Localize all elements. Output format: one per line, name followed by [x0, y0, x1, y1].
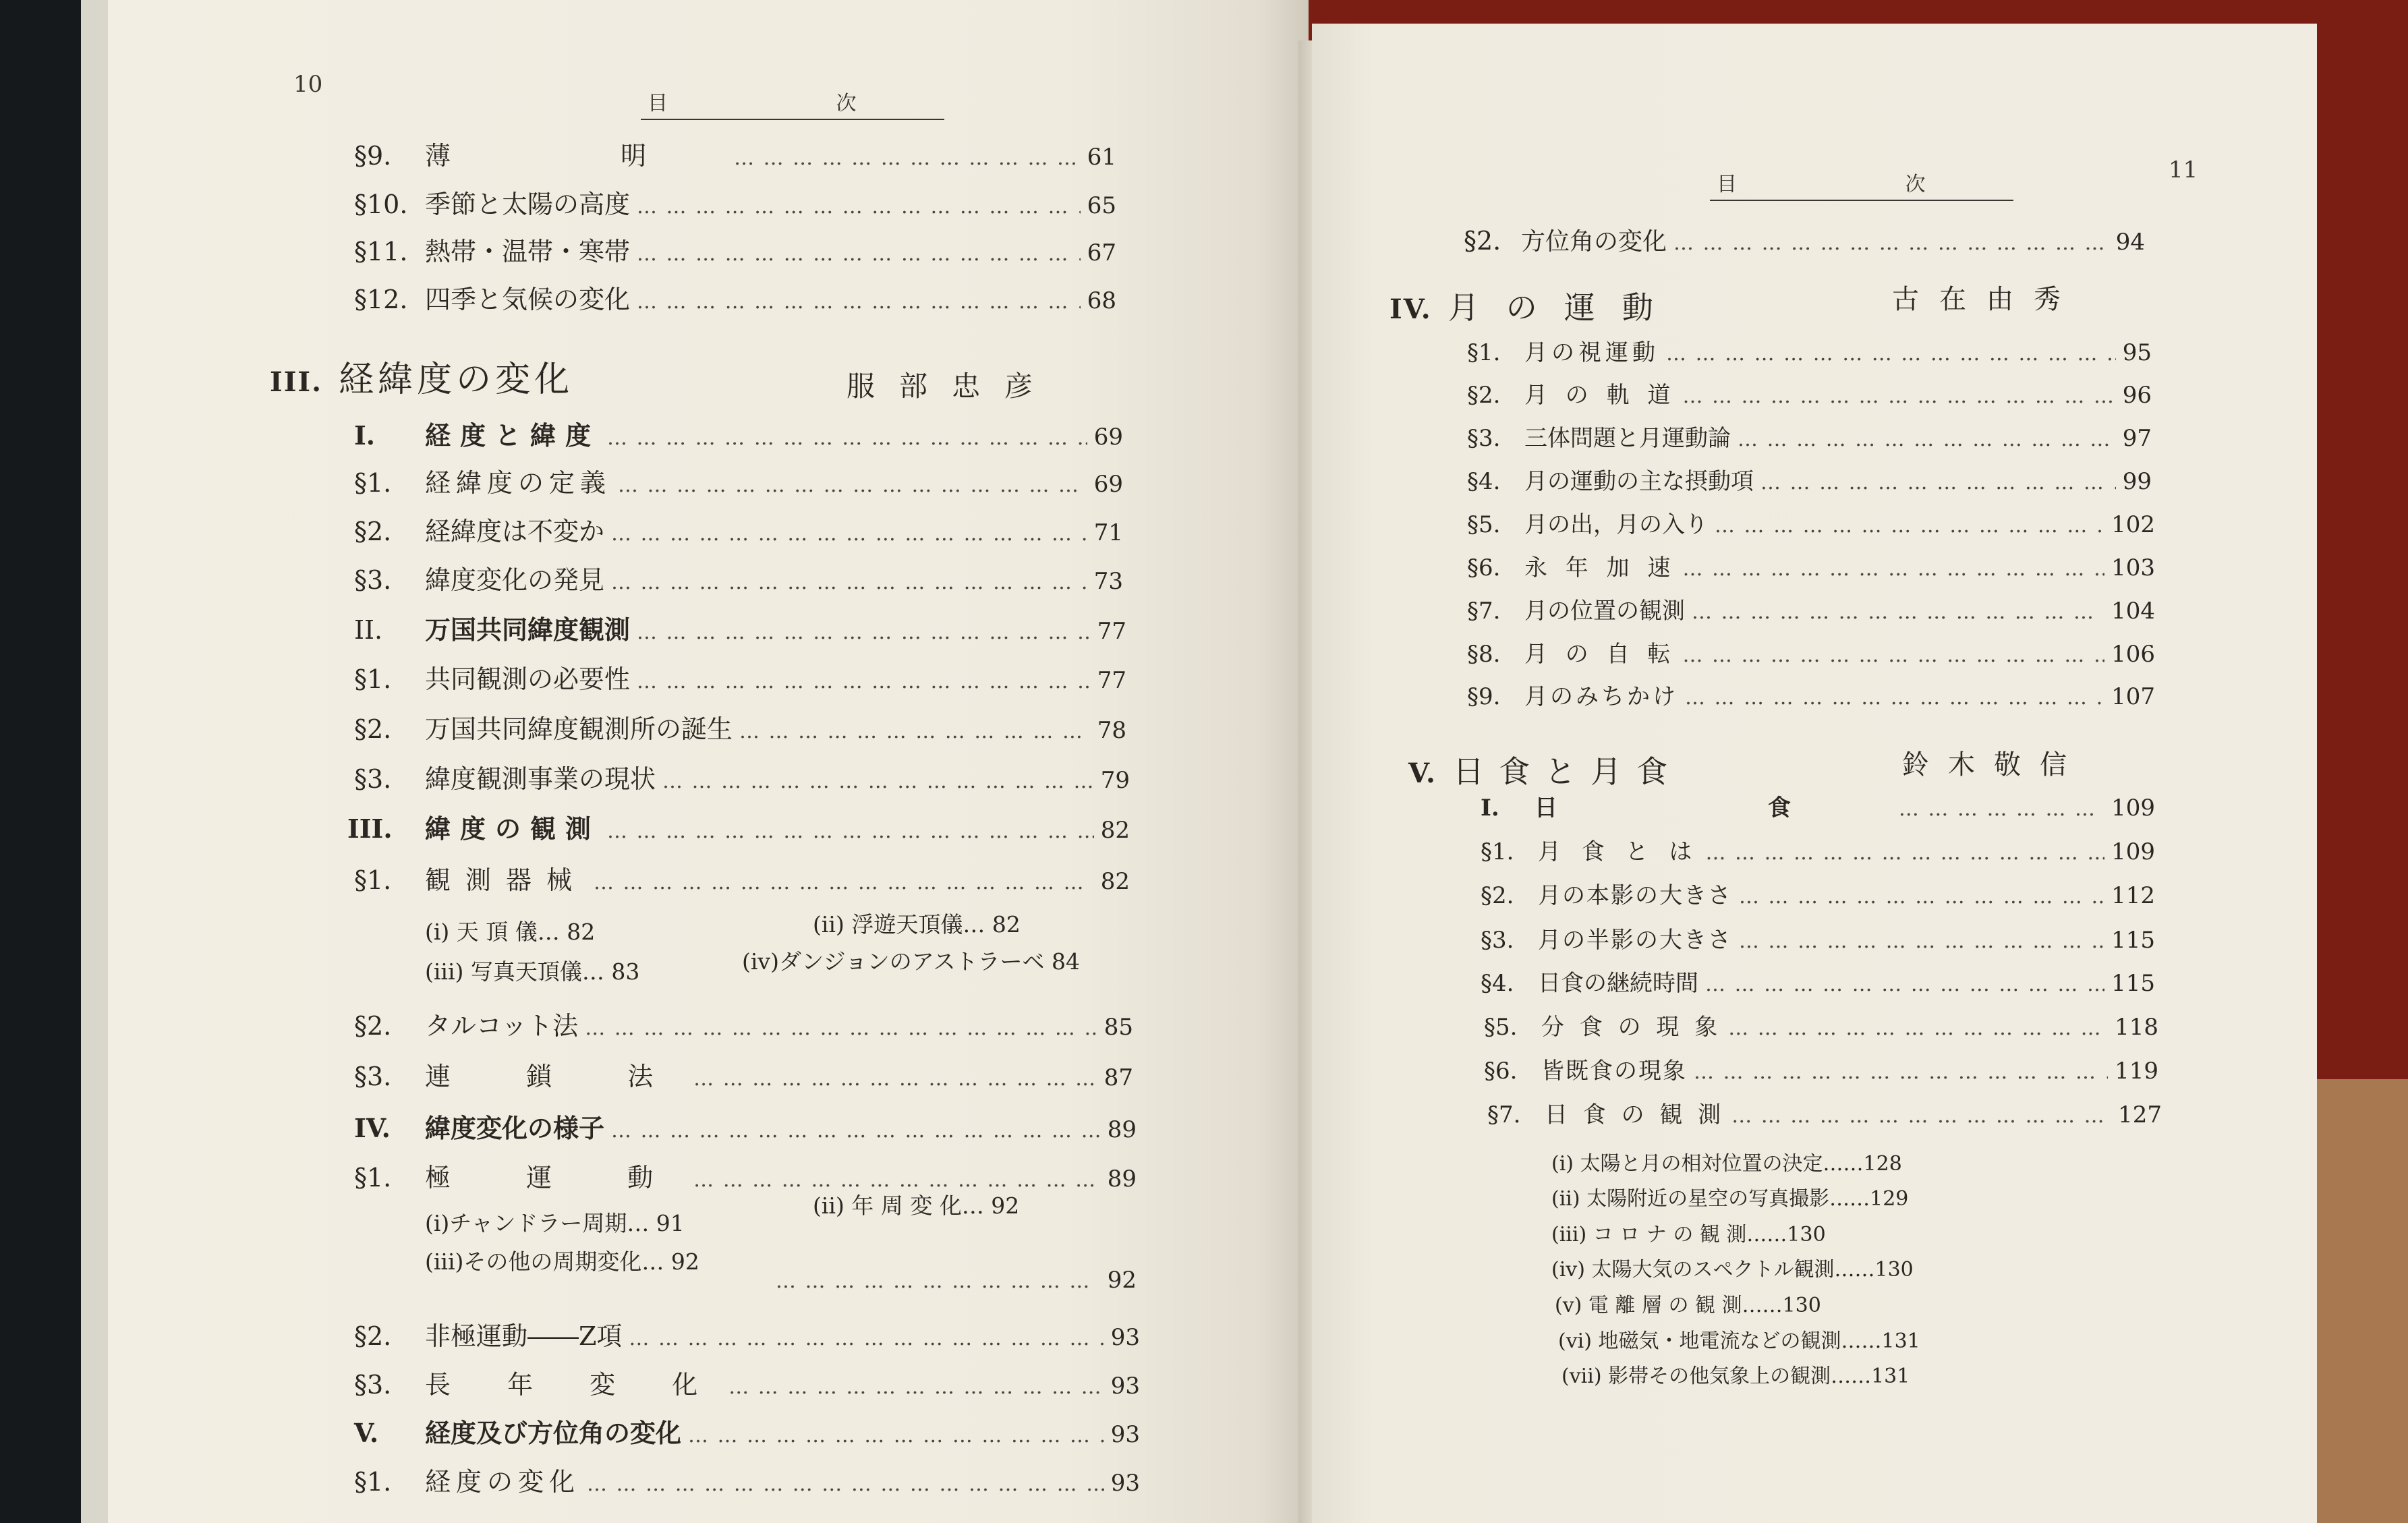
leader-dots	[776, 1269, 1101, 1293]
entry-number: §5.	[1484, 1014, 1518, 1041]
leader-dots	[1899, 797, 2104, 821]
entry-number: I.	[354, 420, 376, 451]
entry-number: §1.	[1467, 339, 1501, 366]
entry-page: 89	[1107, 1166, 1137, 1192]
toc-subentry: (i) 天 頂 儀… 82	[425, 919, 596, 945]
leader-dots	[693, 1067, 1097, 1091]
leader-dots	[585, 1016, 1097, 1040]
leader-dots	[1731, 1104, 2111, 1128]
chapter-author: 鈴木敬信	[1902, 749, 2086, 780]
entry-page: 73	[1093, 568, 1123, 595]
chapter-heading	[1389, 283, 1680, 328]
chapter-number: V.	[1408, 757, 1437, 789]
toc-subentry: (v) 電 離 層 の 観 測……130	[1555, 1294, 1821, 1317]
chapter-author: 古在由秀	[1892, 284, 2081, 315]
entry-page: 96	[2122, 382, 2152, 409]
leader-dots	[629, 1327, 1103, 1350]
toc-subentry: (iv)ダンジョンのアストラーベ 84	[742, 948, 1080, 975]
toc-subentry: (vii) 影帯その他気象上の観測……131	[1561, 1364, 1910, 1388]
entry-number: §3.	[354, 1370, 392, 1400]
entry-title: 永 年 加 速	[1524, 554, 1676, 581]
toc-entry	[1487, 1096, 2162, 1129]
entry-title: 日食の継続時間	[1538, 970, 1698, 997]
entry-title: 月の視運動	[1524, 339, 1659, 366]
chapter-author: 服部忠彦	[847, 370, 1058, 403]
toc-subentry: (i) 太陽と月の相対位置の決定……128	[1551, 1152, 1902, 1176]
entry-page: 68	[1087, 287, 1116, 314]
entry-title: 緯度の観測	[425, 813, 601, 844]
toc-entry	[354, 462, 1123, 499]
leader-dots	[1682, 557, 2104, 581]
toc-entry-continuation	[769, 1267, 1137, 1294]
entry-number: §2.	[1464, 226, 1501, 256]
entry-title: 緯度変化の様子	[425, 1113, 605, 1143]
toc-entry	[1467, 376, 2152, 409]
toc-entry	[1481, 833, 2155, 866]
leader-dots	[637, 242, 1081, 266]
toc-subentry: (i)チャンドラー周期… 91	[425, 1210, 685, 1236]
entry-title: 月のみちかけ	[1524, 683, 1678, 710]
entry-number: §1.	[354, 1467, 392, 1497]
leader-dots	[1715, 514, 2104, 538]
entry-page: 89	[1107, 1116, 1137, 1143]
entry-number: I.	[1481, 795, 1499, 822]
entry-title: 経緯度の定義	[425, 468, 612, 498]
toc-entry	[354, 1056, 1133, 1093]
leader-dots	[1673, 231, 2109, 255]
entry-number: §2.	[354, 714, 392, 744]
entry-page: 79	[1100, 767, 1130, 794]
entry-number: §1.	[354, 865, 392, 895]
entry-page: 99	[2122, 468, 2152, 495]
entry-number: §2.	[354, 1011, 392, 1041]
entry-page: 92	[1107, 1267, 1137, 1294]
entry-number: §9.	[354, 141, 392, 171]
entry-number: §7.	[1467, 598, 1501, 625]
entry-page: 67	[1087, 239, 1116, 266]
chapter-heading	[1408, 747, 1682, 792]
toc-entry	[1481, 789, 2155, 822]
entry-page: 107	[2111, 683, 2155, 710]
toc-entry	[354, 859, 1130, 896]
entry-number: §11.	[354, 237, 408, 266]
toc-entry	[1467, 463, 2152, 496]
entry-page: 78	[1097, 717, 1126, 744]
entry-title: 緯度観測事業の現状	[425, 764, 656, 794]
entry-page: 93	[1110, 1421, 1140, 1448]
leader-dots	[607, 820, 1094, 843]
entry-number: §3.	[354, 1062, 392, 1091]
entry-page: 109	[2111, 838, 2155, 865]
leader-dots	[1738, 428, 2116, 451]
entry-title: 三体問題と月運動論	[1524, 425, 1731, 452]
entry-page: 115	[2111, 927, 2155, 954]
entry-title: 経度の変化	[425, 1467, 581, 1497]
entry-title: 経度と緯度	[425, 420, 601, 451]
entry-number: §2.	[354, 517, 392, 546]
leader-dots	[1682, 384, 2115, 408]
leader-dots	[587, 1472, 1104, 1496]
toc-entry	[1467, 592, 2155, 625]
chapter-number: IV.	[1389, 293, 1432, 325]
entry-title: 熱帯・温帯・寒帯	[425, 237, 631, 266]
entry-number: IV.	[354, 1113, 391, 1143]
chapter-title: 日食と月食	[1452, 753, 1682, 790]
entry-number: III.	[347, 813, 393, 844]
toc-entry	[354, 1461, 1140, 1498]
leader-dots	[1760, 471, 2116, 494]
entry-number: §6.	[1467, 554, 1501, 581]
entry-title: 月の出，月の入り	[1524, 511, 1708, 538]
leader-dots	[611, 522, 1087, 546]
toc-entry	[354, 1005, 1133, 1042]
toc-entry	[354, 708, 1126, 745]
toc-entry	[354, 1108, 1137, 1145]
entry-number: §10.	[354, 190, 408, 219]
toc-subentry: (iv) 太陽大気のスペクトル観測……130	[1551, 1258, 1914, 1282]
toc-entry	[354, 658, 1126, 695]
toc-entry	[354, 279, 1116, 316]
toc-entry	[1467, 549, 2155, 582]
entry-page: 93	[1110, 1470, 1140, 1497]
toc-entry	[354, 758, 1130, 795]
entry-title: 万国共同緯度観測所の誕生	[425, 714, 733, 744]
entry-title: 皆既食の現象	[1541, 1058, 1687, 1085]
entry-title: 経緯度は不変か	[425, 517, 605, 546]
toc-entry	[354, 1315, 1140, 1352]
toc-entry	[354, 415, 1123, 452]
entry-page: 69	[1093, 471, 1123, 498]
entry-title: 共同観測の必要性	[425, 664, 631, 694]
toc-entry	[1467, 678, 2155, 711]
entry-title: 分 食 の 現 象	[1541, 1014, 1722, 1041]
entry-page: 95	[2122, 339, 2152, 366]
toc-entry	[354, 231, 1116, 268]
entry-number: §9.	[1467, 683, 1501, 710]
leader-dots	[1728, 1016, 2108, 1040]
entry-page: 65	[1087, 192, 1116, 219]
book-cover-edge	[0, 0, 81, 1523]
entry-number: §4.	[1467, 468, 1501, 495]
toc-entry	[1467, 506, 2155, 539]
entry-page: 103	[2111, 554, 2155, 581]
leader-dots	[637, 670, 1091, 693]
entry-title: 長 年 変 化	[425, 1370, 722, 1400]
leader-dots	[618, 473, 1087, 497]
entry-page: 87	[1103, 1064, 1133, 1091]
leader-dots	[637, 290, 1081, 314]
entry-title: 月の半影の大きさ	[1538, 927, 1732, 954]
entry-number: §3.	[1467, 425, 1501, 452]
entry-title: タルコット法	[425, 1011, 579, 1041]
toc-entry	[347, 808, 1130, 845]
chapter-number: III.	[270, 366, 323, 398]
entry-number: §7.	[1487, 1101, 1521, 1128]
entry-title: 日 食 の 観 測	[1545, 1101, 1725, 1128]
leader-dots	[594, 871, 1094, 894]
leader-dots	[1705, 973, 2104, 996]
toc-entry	[1467, 635, 2155, 668]
entry-title: 四季と気候の変化	[425, 285, 631, 314]
entry-title: 月 の 軌 道	[1524, 382, 1676, 409]
entry-number: §4.	[1481, 970, 1514, 997]
toc-subentry: (ii) 太陽附近の星空の写真撮影……129	[1551, 1187, 1909, 1211]
leader-dots	[734, 146, 1081, 170]
entry-title: 緯度変化の発見	[425, 565, 605, 595]
toc-entry	[354, 609, 1126, 646]
entry-title: 薄 明	[425, 141, 728, 171]
entry-number: II.	[354, 615, 383, 645]
entry-number: §8.	[1467, 641, 1501, 668]
toc-entry	[354, 135, 1116, 172]
leader-dots	[1666, 342, 2116, 366]
leader-dots	[1692, 600, 2104, 624]
entry-title: 月 食 と は	[1538, 838, 1699, 865]
entry-title: 経度及び方位角の変化	[425, 1418, 682, 1448]
toc-entry	[1467, 420, 2152, 453]
toc-entry	[354, 183, 1116, 221]
entry-page: 109	[2111, 795, 2155, 822]
toc-entry	[1464, 223, 2145, 257]
running-head: 目 次	[1710, 167, 2013, 201]
page-number: 10	[293, 71, 323, 98]
entry-page: 61	[1087, 144, 1116, 171]
leader-dots	[1739, 929, 2104, 953]
entry-page: 93	[1110, 1324, 1140, 1351]
toc-entry	[354, 559, 1123, 596]
toc-entry	[1484, 1008, 2158, 1041]
entry-title: 方位角の変化	[1521, 228, 1667, 256]
entry-page: 102	[2111, 511, 2155, 538]
entry-number: §6.	[1484, 1058, 1518, 1085]
entry-page: 106	[2111, 641, 2155, 668]
leader-dots	[1739, 885, 2104, 909]
toc-subentry: (ii) 浮遊天頂儀… 82	[813, 911, 1021, 938]
toc-subentry: (ii) 年 周 変 化… 92	[813, 1192, 1020, 1219]
leader-dots	[637, 621, 1091, 644]
entry-number: §5.	[1467, 511, 1501, 538]
entry-page: 94	[2115, 229, 2145, 256]
entry-title: 月 の 自 転	[1524, 641, 1676, 668]
toc-entry	[1481, 965, 2155, 998]
entry-page: 85	[1103, 1014, 1133, 1041]
entry-page: 104	[2111, 598, 2155, 625]
entry-page: 77	[1097, 618, 1126, 645]
leader-dots	[1705, 841, 2104, 865]
entry-page: 127	[2118, 1101, 2162, 1128]
chapter-title: 月の運動	[1447, 289, 1680, 326]
leader-dots	[728, 1375, 1103, 1399]
toc-subentry: (vi) 地磁気・地電流などの観測……131	[1558, 1329, 1920, 1353]
leader-dots	[1685, 686, 2104, 710]
toc-subentry: (iii) コ ロ ナ の 観 測……130	[1551, 1223, 1826, 1246]
leader-dots	[1682, 643, 2104, 667]
entry-page: 69	[1093, 424, 1123, 451]
entry-number: §2.	[354, 1321, 392, 1351]
leader-dots	[611, 1119, 1101, 1143]
entry-title: 連 鎖 法	[425, 1062, 687, 1091]
toc-entry	[354, 511, 1123, 548]
entry-page: 115	[2111, 970, 2155, 997]
entry-page: 82	[1100, 868, 1130, 895]
entry-title: 季節と太陽の高度	[425, 190, 631, 219]
entry-title: 万国共同緯度観測	[425, 614, 631, 645]
entry-number: §12.	[354, 285, 408, 314]
entry-number: §2.	[1467, 382, 1501, 409]
leader-dots	[611, 571, 1087, 594]
wooden-shelf	[2317, 1079, 2408, 1523]
leader-dots	[688, 1424, 1104, 1447]
entry-title: 月の位置の観測	[1524, 598, 1685, 625]
page-number: 11	[2169, 156, 2198, 183]
entry-title: 極 運 動	[425, 1163, 687, 1192]
entry-page: 71	[1093, 519, 1123, 546]
entry-title: 月の運動の主な摂動項	[1524, 468, 1754, 495]
entry-number: §3.	[354, 764, 392, 794]
leader-dots	[739, 720, 1091, 743]
entry-number: §2.	[1481, 882, 1514, 909]
entry-page: 118	[2115, 1014, 2158, 1041]
toc-subentry: (iii) 写真天頂儀… 83	[425, 958, 640, 985]
toc-entry	[1481, 921, 2155, 954]
entry-title: 観測器械	[425, 865, 587, 895]
leader-dots	[637, 195, 1081, 219]
leader-dots	[1694, 1060, 2108, 1084]
leader-dots	[662, 770, 1094, 793]
entry-title: 日 食	[1535, 795, 1892, 822]
entry-title: 非極運動――Z項	[425, 1321, 623, 1351]
entry-page: 97	[2122, 425, 2152, 452]
toc-entry	[1481, 877, 2155, 910]
entry-number: §1.	[1481, 838, 1514, 865]
toc-entry	[354, 1364, 1140, 1401]
entry-number: §1.	[354, 664, 392, 694]
page-stack-edge	[81, 0, 108, 1523]
entry-title: 月の本影の大きさ	[1538, 882, 1732, 909]
toc-entry	[1467, 334, 2152, 367]
toc-entry	[354, 1412, 1140, 1449]
entry-page: 112	[2111, 882, 2155, 909]
entry-page: 82	[1100, 817, 1130, 844]
entry-page: 93	[1110, 1373, 1140, 1400]
entry-number: §1.	[354, 1163, 392, 1192]
toc-subentry: (iii)その他の周期変化… 92	[425, 1248, 699, 1275]
entry-number: §3.	[354, 565, 392, 595]
chapter-title: 経緯度の変化	[339, 360, 574, 400]
entry-number: §1.	[354, 468, 392, 498]
entry-number: V.	[354, 1418, 379, 1448]
leader-dots	[607, 426, 1087, 450]
entry-number: §3.	[1481, 927, 1514, 954]
entry-page: 77	[1097, 667, 1126, 694]
entry-page: 119	[2115, 1058, 2158, 1085]
chapter-heading	[270, 351, 573, 401]
running-head: 目 次	[641, 86, 944, 120]
toc-entry	[1484, 1052, 2158, 1085]
